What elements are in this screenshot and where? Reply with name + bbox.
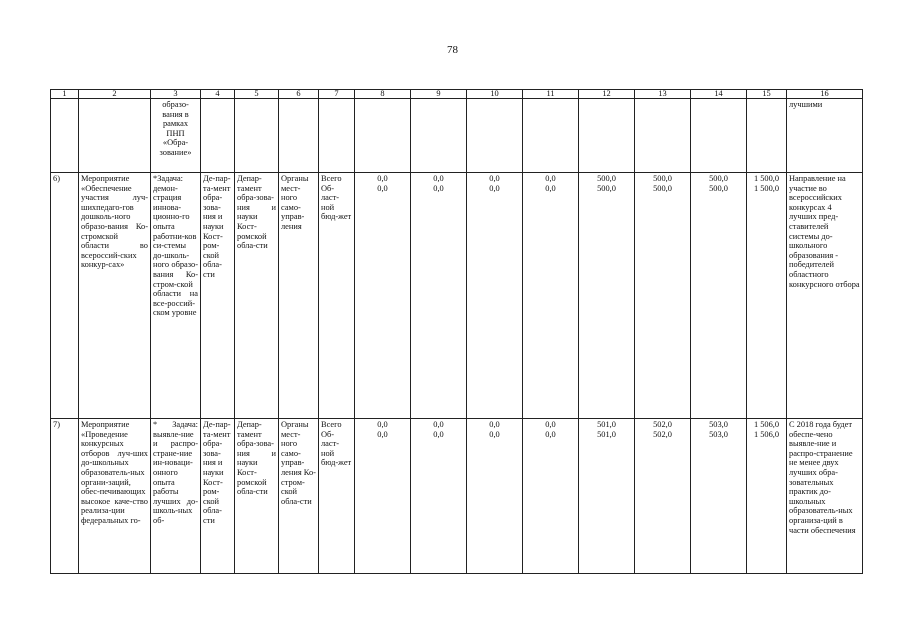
- value-region: 503,0: [709, 429, 728, 439]
- column-number-row: [51, 90, 863, 99]
- header-cell: 3: [151, 90, 201, 99]
- header-cell: 13: [635, 90, 691, 99]
- row-number: 7): [51, 419, 79, 574]
- header-cell: 10: [467, 90, 523, 99]
- source-region-label: Об-ласт-ной бюд-жет: [321, 183, 352, 222]
- program-table: [50, 89, 863, 574]
- table-cell: [635, 99, 691, 173]
- table-cell: [79, 99, 151, 173]
- measure-name: Мероприятие «Обеспечение участия луч-шихпедаго-гов дошколь-ного образо-вания Ко-стромской области во всероссий-ских конкур-сах»: [79, 173, 151, 419]
- value-region: 1 500,0: [753, 183, 780, 193]
- value-total: 500,0: [709, 174, 728, 183]
- value-total: 503,0: [709, 420, 728, 429]
- value-region: 500,0: [653, 183, 672, 193]
- value-total: 0,0: [545, 420, 556, 429]
- value-cell: [523, 419, 579, 574]
- table-cell: [319, 99, 355, 173]
- note-cell-continued: лучшими: [787, 99, 863, 173]
- table-cell: [747, 99, 787, 173]
- value-region: 502,0: [653, 429, 672, 439]
- header-cell: 4: [201, 90, 235, 99]
- table-cell: [51, 99, 79, 173]
- header-cell: 6: [279, 90, 319, 99]
- value-region: 0,0: [489, 429, 500, 439]
- value-total: 0,0: [377, 174, 388, 183]
- value-region: 0,0: [377, 183, 388, 193]
- value-total: 502,0: [653, 420, 672, 429]
- measure-name: Мероприятие «Проведение конкурсных отборов луч-ших до-школьных образователь-ных органи-заций, обес-печивающих высокое каче-ство реализа-ции федеральных го-: [79, 419, 151, 574]
- table-row-measure-6: [51, 173, 863, 419]
- value-region: 0,0: [377, 429, 388, 439]
- task-cell-continued: образо- вания в рамках ПНП «Обра- зование»: [151, 99, 201, 173]
- table-cell: [201, 99, 235, 173]
- value-cell: [467, 419, 523, 574]
- value-total: 0,0: [545, 174, 556, 183]
- value-total: 0,0: [433, 420, 444, 429]
- value-total: 500,0: [653, 174, 672, 183]
- table-cell: [691, 99, 747, 173]
- value-total: 501,0: [597, 420, 616, 429]
- header-cell: 9: [411, 90, 467, 99]
- value-cell: [411, 419, 467, 574]
- table-cell: [235, 99, 279, 173]
- value-cell: [355, 173, 411, 419]
- table-cell: [467, 99, 523, 173]
- value-total: 0,0: [489, 420, 500, 429]
- value-region: 0,0: [433, 429, 444, 439]
- responsible-executor: Де-пар-та-мент обра-зова-ния и науки Кост-ром-ской обла-сти: [201, 419, 235, 574]
- funding-source: [319, 173, 355, 419]
- value-cell: [355, 419, 411, 574]
- value-cell: [579, 419, 635, 574]
- value-total: 0,0: [489, 174, 500, 183]
- table-cell: [523, 99, 579, 173]
- value-cell: [747, 419, 787, 574]
- table-row-continuation: [51, 99, 863, 173]
- value-cell: [747, 173, 787, 419]
- value-region: 501,0: [597, 429, 616, 439]
- value-region: 0,0: [489, 183, 500, 193]
- value-cell: [411, 173, 467, 419]
- header-cell: 1: [51, 90, 79, 99]
- expected-result: С 2018 года будет обеспе-чено выявле-ние и распро-странение не менее двух лучших обра-зовательных практик до-школьных образователь-ных организа-ций в части обеспечения: [787, 419, 863, 574]
- value-cell: [691, 173, 747, 419]
- value-cell: [635, 173, 691, 419]
- header-cell: 7: [319, 90, 355, 99]
- value-cell: [635, 419, 691, 574]
- value-cell: [691, 419, 747, 574]
- table-cell: [579, 99, 635, 173]
- coexecutor: Депар-тамент обра-зова-ния и науки Кост-ромской обла-сти: [235, 173, 279, 419]
- page-number: 78: [447, 44, 458, 56]
- value-cell: [467, 173, 523, 419]
- header-cell: 8: [355, 90, 411, 99]
- source-region-label: Об-ласт-ной бюд-жет: [321, 429, 352, 468]
- value-total: 1 506,0: [753, 420, 780, 429]
- value-cell: [523, 173, 579, 419]
- header-cell: 2: [79, 90, 151, 99]
- responsible-executor: Де-пар-та-мент обра-зова-ния и науки Кост-ром-ской обла-сти: [201, 173, 235, 419]
- value-region: 500,0: [597, 183, 616, 193]
- expected-result: Направление на участие во всероссийских конкурсах 4 лучших пред-ставителей системы до-школьного образования - победителей областного конкурсного отбора: [787, 173, 863, 419]
- table-cell: [355, 99, 411, 173]
- header-cell: 5: [235, 90, 279, 99]
- value-total: 1 500,0: [753, 174, 780, 183]
- value-region: 500,0: [709, 183, 728, 193]
- value-total: 0,0: [377, 420, 388, 429]
- table-row-measure-7: [51, 419, 863, 574]
- funding-source: [319, 419, 355, 574]
- source-total-label: Всего: [321, 420, 342, 429]
- value-region: 0,0: [433, 183, 444, 193]
- task-description: * Задача: выявле-ние и распро-стране-ние ин-новаци-онного опыта работы лучших до-школь-ных об-: [151, 419, 201, 574]
- table-cell: [279, 99, 319, 173]
- header-cell: 16: [787, 90, 863, 99]
- header-cell: 15: [747, 90, 787, 99]
- value-region: 0,0: [545, 183, 556, 193]
- value-region: 1 506,0: [753, 429, 780, 439]
- value-total: 0,0: [433, 174, 444, 183]
- task-description: *Задача: демон-страция иннова-ционно-го опыта работни-ков си-стемы до-школь-ного образо-вания Ко-стром-ской области на все-россий-ском уровне: [151, 173, 201, 419]
- source-total-label: Всего: [321, 174, 342, 183]
- participants: Органы мест-ного само-управ-ления: [279, 173, 319, 419]
- header-cell: 12: [579, 90, 635, 99]
- value-cell: [579, 173, 635, 419]
- row-number: 6): [51, 173, 79, 419]
- header-cell: 11: [523, 90, 579, 99]
- table-cell: [411, 99, 467, 173]
- value-region: 0,0: [545, 429, 556, 439]
- participants: Органы мест-ного само-управ-ления Ко-стром-ской обла-сти: [279, 419, 319, 574]
- header-cell: 14: [691, 90, 747, 99]
- value-total: 500,0: [597, 174, 616, 183]
- coexecutor: Депар-тамент обра-зова-ния и науки Кост-ромской обла-сти: [235, 419, 279, 574]
